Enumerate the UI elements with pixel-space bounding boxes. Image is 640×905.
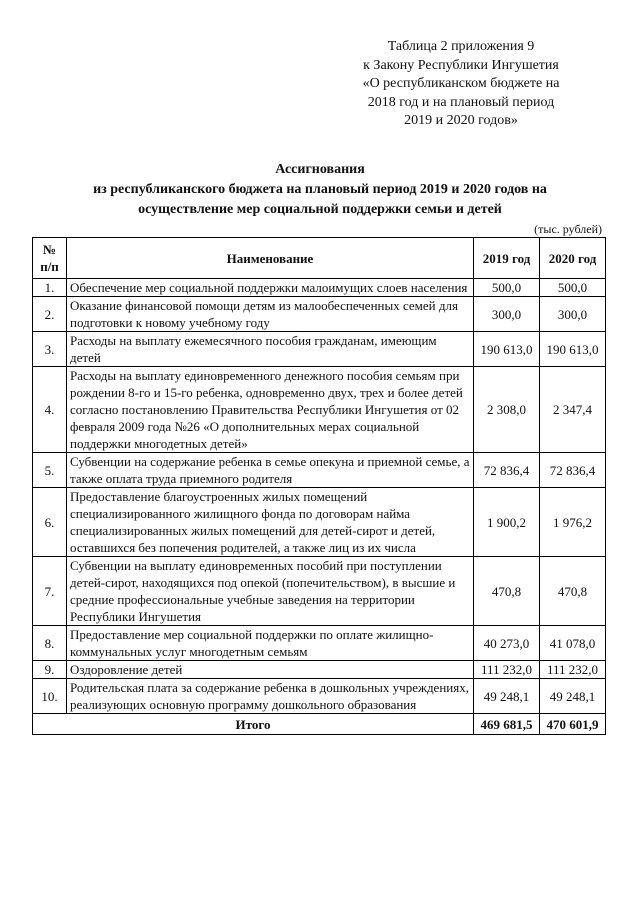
table-row (33, 679, 606, 714)
row-name: Субвенции на выплату единовременных пособий при поступлении детей-сирот, находящихся под опекой (попечительством), в высшие и средние профессиональные учебные заведения на территории Республики Ингушетия (67, 557, 474, 626)
row-number: 2. (33, 297, 67, 332)
row-value-2020: 190 613,0 (540, 332, 606, 367)
appendix-reference (330, 38, 592, 131)
row-name: Родительская плата за содержание ребенка в дошкольных учреждениях, реализующих основную программу дошкольного образования (67, 679, 474, 714)
appendix-line: Таблица 2 приложения 9 (387, 39, 535, 54)
title-line-1: Ассигнования (275, 162, 365, 177)
row-value-2020: 500,0 (540, 279, 606, 297)
row-value-2020: 2 347,4 (540, 367, 606, 453)
appendix-line: к Закону Республики Ингушетия (363, 57, 559, 73)
title-line-2: из республиканского бюджета на плановый период 2019 и 2020 годов на (93, 182, 547, 197)
row-value-2020: 111 232,0 (540, 661, 606, 679)
row-value-2020: 470,8 (540, 557, 606, 626)
row-value-2020: 72 836,4 (540, 453, 606, 488)
table-header-row (33, 238, 606, 279)
row-number: 5. (33, 453, 67, 488)
table-row (33, 626, 606, 661)
units-note: (тыс. рублей) (534, 222, 602, 236)
row-value-2020: 49 248,1 (540, 679, 606, 714)
header-name: Наименование (67, 238, 474, 279)
appendix-line: 2019 и 2020 годов» (404, 113, 518, 128)
row-name: Расходы на выплату единовременного денежного пособия семьям при рождении 8-го и 15-го ребенка, одновременно двух, трех и более детей согласно постановлению Правительства Республики Ингушетия от 02 февраля 2009 года №26 «О дополнительных мерах социальной поддержки многодетных детей» (67, 367, 474, 453)
appendix-line: «О республиканском бюджете на (362, 76, 560, 91)
row-number: 4. (33, 367, 67, 453)
row-value-2019: 190 613,0 (474, 332, 540, 367)
title-line-3: осуществление мер социальной поддержки семьи и детей (138, 202, 502, 217)
row-number: 8. (33, 626, 67, 661)
table-row (33, 297, 606, 332)
row-value-2019: 49 248,1 (474, 679, 540, 714)
document-title (20, 160, 620, 220)
row-name: Расходы на выплату ежемесячного пособия гражданам, имеющим детей (67, 332, 474, 367)
row-value-2019: 111 232,0 (474, 661, 540, 679)
header-2020: 2020 год (540, 238, 606, 279)
allocations-table (32, 237, 606, 735)
table-row (33, 453, 606, 488)
table-row (33, 367, 606, 453)
row-name: Оказание финансовой помощи детям из малообеспеченных семей для подготовки к новому учебному году (67, 297, 474, 332)
total-row (33, 714, 606, 735)
row-value-2019: 500,0 (474, 279, 540, 297)
table-row (33, 488, 606, 557)
row-number: 9. (33, 661, 67, 679)
row-number: 3. (33, 332, 67, 367)
row-value-2020: 300,0 (540, 297, 606, 332)
row-number: 6. (33, 488, 67, 557)
table-row (33, 332, 606, 367)
row-name: Обеспечение мер социальной поддержки малоимущих слоев населения (67, 279, 474, 297)
row-value-2019: 40 273,0 (474, 626, 540, 661)
row-number: 1. (33, 279, 67, 297)
total-label: Итого (33, 714, 474, 735)
row-value-2019: 72 836,4 (474, 453, 540, 488)
total-2020: 470 601,9 (540, 714, 606, 735)
row-value-2020: 1 976,2 (540, 488, 606, 557)
table-row (33, 661, 606, 679)
row-value-2020: 41 078,0 (540, 626, 606, 661)
table-row (33, 279, 606, 297)
appendix-line: 2018 год и на плановый период (367, 94, 555, 110)
row-value-2019: 470,8 (474, 557, 540, 626)
row-number: 7. (33, 557, 67, 626)
row-number: 10. (33, 679, 67, 714)
row-name: Субвенции на содержание ребенка в семье опекуна и приемной семье, а также оплата труда приемного родителя (67, 453, 474, 488)
row-name: Оздоровление детей (67, 661, 474, 679)
row-value-2019: 2 308,0 (474, 367, 540, 453)
header-2019: 2019 год (474, 238, 540, 279)
row-name: Предоставление мер социальной поддержки по оплате жилищно-коммунальных услуг многодетным семьям (67, 626, 474, 661)
row-value-2019: 1 900,2 (474, 488, 540, 557)
row-value-2019: 300,0 (474, 297, 540, 332)
row-name: Предоставление благоустроенных жилых помещений специализированного жилищного фонда по договорам найма специализированных жилых помещений для детей-сирот и детей, оставшихся без попечения родителей, а также лиц из их числа (67, 488, 474, 557)
header-number: № п/п (33, 238, 67, 279)
total-2019: 469 681,5 (474, 714, 540, 735)
table-row (33, 557, 606, 626)
